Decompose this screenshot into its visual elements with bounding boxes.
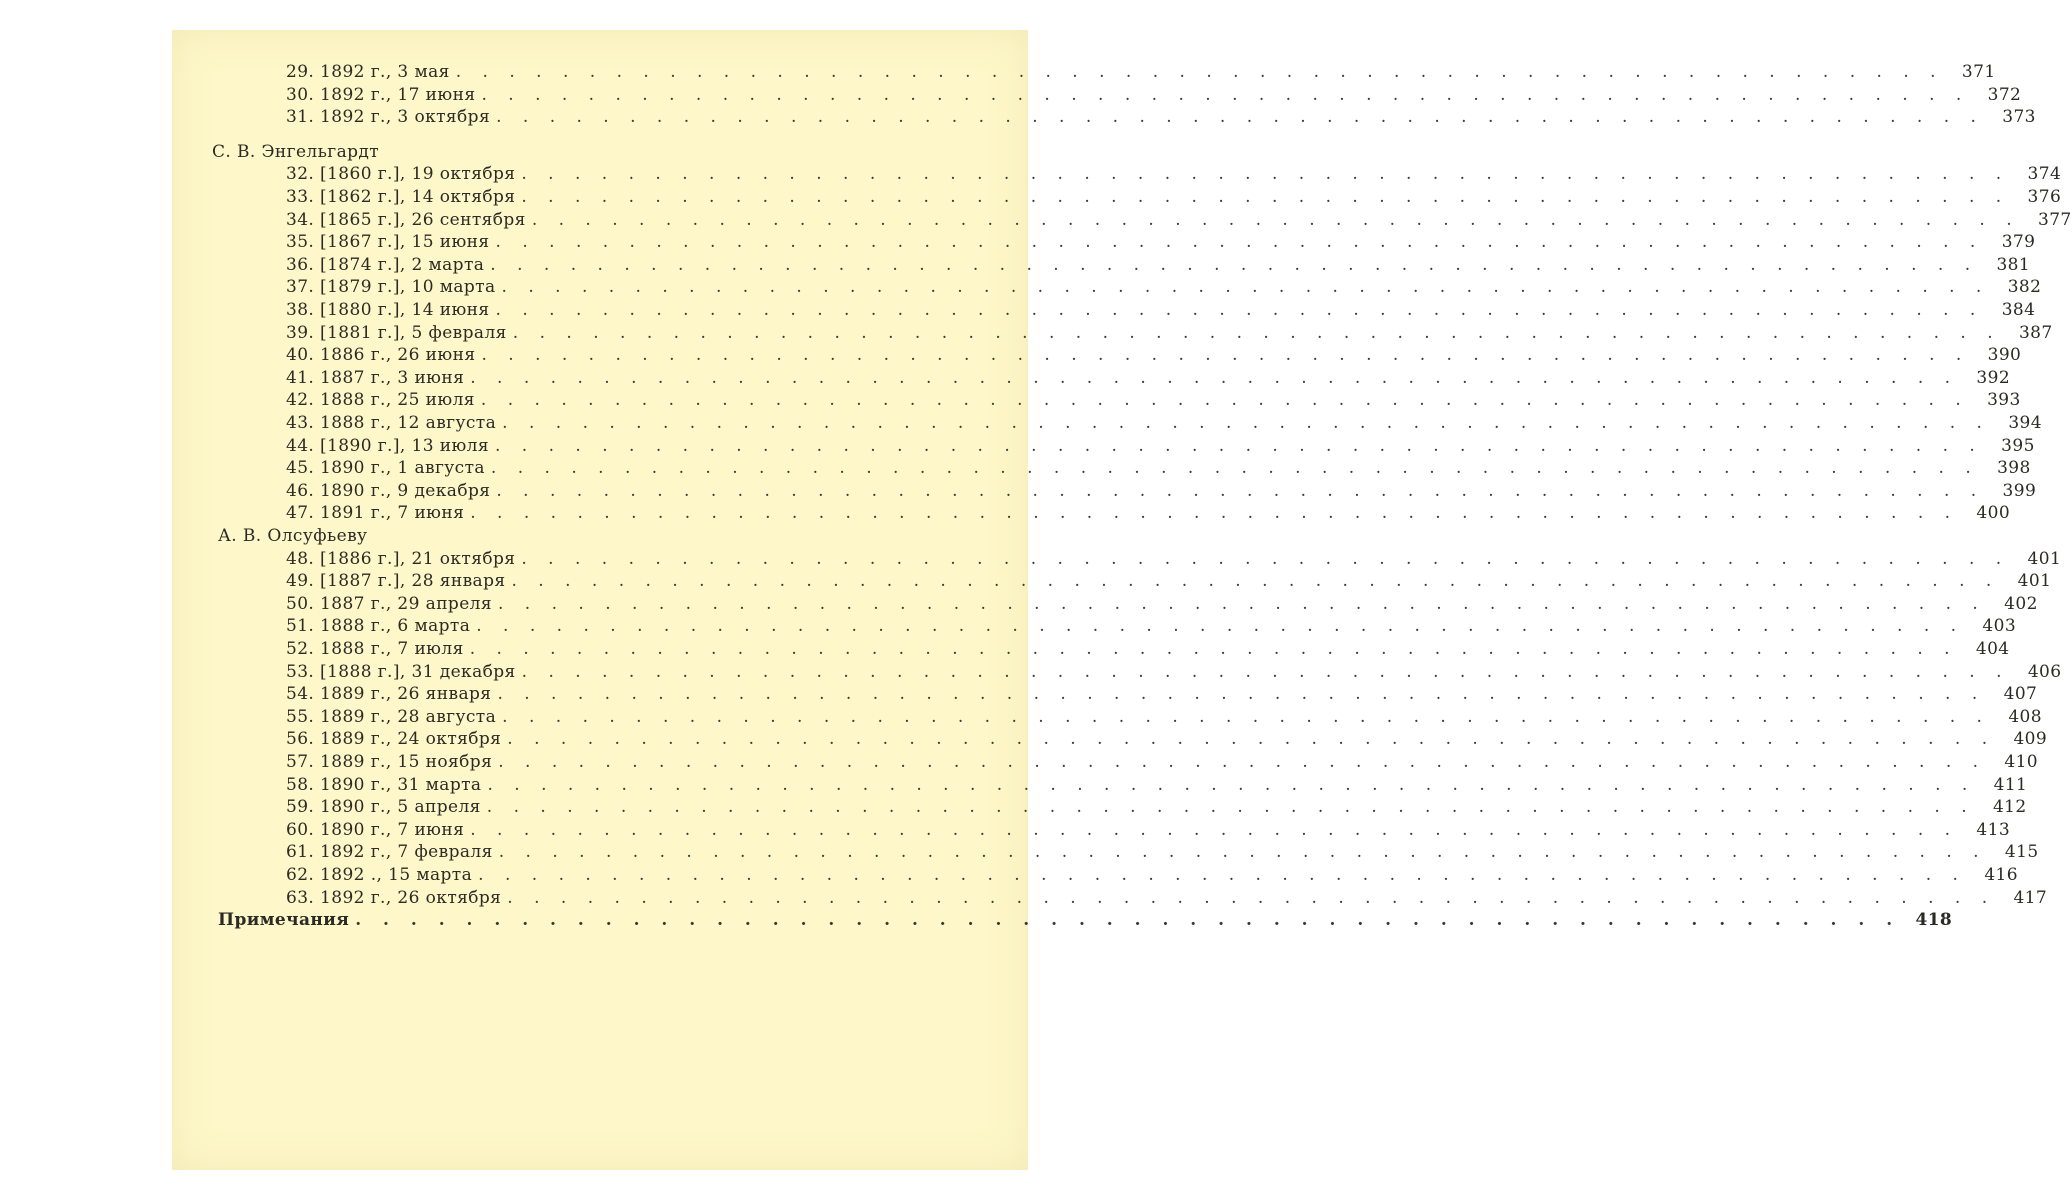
toc-entry-title: 63. 1892 г., 26 октября <box>286 887 502 908</box>
dot-leader: . . . . . . . . . . . . . . . . . . . . . . . . . . . . . . . . . . . . . . . . . . . . . . . . . . . . . . . . <box>490 254 1979 275</box>
toc-entry-title: 50. 1887 г., 29 апреля <box>286 593 492 614</box>
toc-page-number: 402 <box>2004 593 2038 614</box>
toc-entry <box>286 638 2010 660</box>
toc-entry <box>286 254 2031 276</box>
dot-leader: . . . . . . . . . . . . . . . . . . . . . . . . . . . . . . . . . . . . . . . . . . . . . . . . . . . . . . . . <box>496 480 1985 501</box>
dot-leader: . . . . . . . . . . . . . . . . . . . . . . . . . . . . . . . . . . . . . . . . . . . . . . . . . . . . . . . . <box>478 865 1966 885</box>
dot-leader: . . . . . . . . . . . . . . . . . . . . . . . . . . . . . . . . . . . . . . . . . . . . . . . . . . . . . . . . <box>502 706 1990 727</box>
toc-entry-title: 60. 1890 г., 7 июня <box>286 819 465 840</box>
dot-leader: . . . . . . . . . . . . . . . . . . . . . . . . . . . . . . . . . . . . . . . . . . . . . . . . . . . . . . . . <box>481 84 1970 105</box>
toc-page-number: 415 <box>2004 842 2039 863</box>
dot-leader: . . . . . . . . . . . . . . . . . . . . . . . . . . . . . . . . . . . . . . . . . . . . . . . . . . . . . . . . <box>470 819 1959 840</box>
toc-entry <box>286 751 2039 773</box>
toc-entry-title: 39. [1881 г.], 5 февраля <box>286 322 507 343</box>
dot-leader: . . . . . . . . . . . . . . . . . . . . . . . . . . . . . . . . . . . . . . . . . . . . . . . . . . . . . . . . <box>498 752 1987 772</box>
toc-entry <box>286 796 2027 818</box>
toc-entry <box>286 106 2036 128</box>
toc-entry <box>286 819 2011 841</box>
dot-leader: . . . . . . . . . . . . . . . . . . . . . . . . . . . . . . . . . . . . . . . . . . . . . . . . . . . . . . . . <box>490 458 1979 479</box>
toc-entry-title: 55. 1889 г., 28 августа <box>286 706 497 727</box>
dot-leader: . . . . . . . . . . . . . . . . . . . . . . . . . . . . . . . . . . . . . . . . . . . . . . . . . . . . . . . . <box>502 413 1990 433</box>
book-page <box>172 30 2072 1170</box>
toc-entry <box>286 231 2036 253</box>
toc-section-heading: С. В. Энгельгардт <box>212 141 380 162</box>
toc-entry <box>286 163 2062 185</box>
toc-entry-title: 29. 1892 г., 3 мая <box>286 62 450 82</box>
dot-leader: . . . . . . . . . . . . . . . . . . . . . . . . . . . . . . . . . . . . . . . . . . . . . . . . . . . . . . . . <box>487 774 1976 795</box>
dot-leader: . . . . . . . . . . . . . . . . . . . . . . . . . . . . . . . . . . . . . . . . . . . . . . . . . . . . . . . . <box>501 277 1990 298</box>
toc-entry-title: 48. [1886 г.], 21 октября <box>286 548 516 569</box>
toc-entry <box>286 412 2042 434</box>
dot-leader: . . . . . . . . . . . . . . . . . . . . . . . . . . . . . . . . . . . . . . . . . . . . . . . . . . . . . . . . <box>355 910 1901 931</box>
toc-entry <box>286 344 2022 366</box>
toc-entry-title: 58. 1890 г., 31 марта <box>286 774 482 795</box>
dot-leader: . . . . . . . . . . . . . . . . . . . . . . . . . . . . . . . . . . . . . . . . . . . . . . . . . . . . . . . . <box>498 842 1987 863</box>
toc-entry-title: 42. 1888 г., 25 июля <box>286 390 475 411</box>
dot-leader: . . . . . . . . . . . . . . . . . . . . . . . . . . . . . . . . . . . . . . . . . . . . . . . . . . . . . . . . <box>481 345 1970 366</box>
toc-entry <box>286 276 2042 298</box>
toc-entry <box>286 322 2053 344</box>
dot-leader: . . . . . . . . . . . . . . . . . . . . . . . . . . . . . . . . . . . . . . . . . . . . . . . . . . . . . . . . <box>470 367 1959 388</box>
dot-leader: . . . . . . . . . . . . . . . . . . . . . . . . . . . . . . . . . . . . . . . . . . . . . . . . . . . . . . . . <box>486 797 1975 818</box>
toc-entry-title: 38. [1880 г.], 14 июня <box>286 300 490 320</box>
dot-leader: . . . . . . . . . . . . . . . . . . . . . . . . . . . . . . . . . . . . . . . . . . . . . . . . . . . . . . . . <box>497 684 1986 705</box>
toc-entry-title: 56. 1889 г., 24 октября <box>286 729 502 750</box>
dot-leader: . . . . . . . . . . . . . . . . . . . . . . . . . . . . . . . . . . . . . . . . . . . . . . . . . . . . . . . . <box>511 571 2000 592</box>
toc-entry-title: 51. 1888 г., 6 марта <box>286 616 471 637</box>
toc-entry-title: Примечания <box>218 910 350 931</box>
dot-leader: . . . . . . . . . . . . . . . . . . . . . . . . . . . . . . . . . . . . . . . . . . . . . . . . . . . . . . . . <box>469 639 1958 659</box>
dot-leader: . . . . . . . . . . . . . . . . . . . . . . . . . . . . . . . . . . . . . . . . . . . . . . . . . . . . . . . . <box>521 187 2010 207</box>
toc-page-number: 382 <box>2007 277 2042 298</box>
toc-page-number: 404 <box>1975 639 2010 659</box>
toc-entry-title: 40. 1886 г., 26 июня <box>286 345 476 366</box>
toc-page-number: 399 <box>2002 480 2037 501</box>
toc-entry-title: 36. [1874 г.], 2 марта <box>286 254 485 275</box>
toc-entry <box>286 841 2039 863</box>
toc-entry-title: 47. 1891 г., 7 июня <box>286 503 465 524</box>
toc-page-number: 401 <box>2017 571 2052 592</box>
dot-leader: . . . . . . . . . . . . . . . . . . . . . . . . . . . . . . . . . . . . . . . . . . . . . . . . . . . . . . . . <box>521 548 2010 569</box>
toc-entry <box>286 61 1996 83</box>
toc-entry-title: 61. 1892 г., 7 февраля <box>286 842 493 863</box>
toc-page-number: 384 <box>2001 300 2036 320</box>
toc-entry-title: 49. [1887 г.], 28 января <box>286 571 506 592</box>
toc-entry <box>286 661 2062 683</box>
toc-page-number: 410 <box>2004 752 2039 772</box>
toc-page-number: 416 <box>1984 865 2018 885</box>
toc-entry <box>286 728 2048 750</box>
toc-entry <box>286 502 2011 524</box>
toc-page-number: 395 <box>2001 435 2035 456</box>
toc-entry <box>286 457 2031 479</box>
toc-page-number: 392 <box>1976 367 2011 388</box>
toc-page-number: 377 <box>2037 209 2072 230</box>
toc-entry <box>286 570 2052 592</box>
toc-section-heading: А. В. Олсуфьеву <box>218 526 368 546</box>
toc-entry-title: 37. [1879 г.], 10 марта <box>286 277 496 298</box>
toc-entry <box>286 615 2017 637</box>
toc-entry <box>286 864 2018 886</box>
dot-leader: . . . . . . . . . . . . . . . . . . . . . . . . . . . . . . . . . . . . . . . . . . . . . . . . . . . . . . . . <box>498 593 1986 614</box>
toc-entry <box>286 683 2038 705</box>
toc-page-number: 374 <box>2027 164 2062 185</box>
toc-entry-title: 32. [1860 г.], 19 октября <box>286 164 516 185</box>
toc-entry <box>286 209 2072 231</box>
dot-leader: . . . . . . . . . . . . . . . . . . . . . . . . . . . . . . . . . . . . . . . . . . . . . . . . . . . . . . . . <box>521 164 2010 185</box>
dot-leader: . . . . . . . . . . . . . . . . . . . . . . . . . . . . . . . . . . . . . . . . . . . . . . . . . . . . . . . . <box>495 300 1984 320</box>
toc-entry-title: 57. 1889 г., 15 ноября <box>286 752 493 772</box>
toc-entry <box>286 706 2042 728</box>
toc-page-number: 379 <box>2001 232 2036 253</box>
dot-leader: . . . . . . . . . . . . . . . . . . . . . . . . . . . . . . . . . . . . . . . . . . . . . . . . . . . . . . . . <box>476 616 1965 637</box>
toc-entry-title: 30. 1892 г., 17 июня <box>286 84 476 105</box>
toc-entry-title: 43. 1888 г., 12 августа <box>286 413 497 433</box>
toc-page-number: 409 <box>2013 729 2048 750</box>
dot-leader: . . . . . . . . . . . . . . . . . . . . . . . . . . . . . . . . . . . . . . . . . . . . . . . . . . . . . . . . <box>480 390 1969 411</box>
dot-leader: . . . . . . . . . . . . . . . . . . . . . . . . . . . . . . . . . . . . . . . . . . . . . . . . . . . . . . . . <box>507 729 1996 750</box>
toc-page-number: 408 <box>2008 706 2042 727</box>
toc-entry-title: 59. 1890 г., 5 апреля <box>286 797 481 818</box>
toc-entry-title: 52. 1888 г., 7 июля <box>286 639 464 659</box>
toc-entry <box>286 389 2021 411</box>
toc-entry-title: 46. 1890 г., 9 декабря <box>286 480 491 501</box>
toc-page-number: 394 <box>2008 413 2042 433</box>
dot-leader: . . . . . . . . . . . . . . . . . . . . . . . . . . . . . . . . . . . . . . . . . . . . . . . . . . . . . . . . <box>512 322 2001 343</box>
toc-page-number: 373 <box>2002 107 2036 128</box>
toc-page-number: 411 <box>1993 774 2028 795</box>
dot-leader: . . . . . . . . . . . . . . . . . . . . . . . . . . . . . . . . . . . . . . . . . . . . . . . . . . . . . . . . <box>455 62 1944 82</box>
dot-leader: . . . . . . . . . . . . . . . . . . . . . . . . . . . . . . . . . . . . . . . . . . . . . . . . . . . . . . . . <box>531 209 2020 230</box>
toc-page-number: 376 <box>2027 187 2062 207</box>
toc-entry-title: 53. [1888 г.], 31 декабря <box>286 661 516 682</box>
dot-leader: . . . . . . . . . . . . . . . . . . . . . . . . . . . . . . . . . . . . . . . . . . . . . . . . . . . . . . . . <box>507 887 1996 908</box>
toc-entry <box>286 299 2036 321</box>
toc-page-number: 400 <box>1976 503 2011 524</box>
toc-page-number: 371 <box>1961 62 1996 82</box>
toc-entry <box>286 480 2037 502</box>
toc-entry-title: 54. 1889 г., 26 января <box>286 684 492 705</box>
dot-leader: . . . . . . . . . . . . . . . . . . . . . . . . . . . . . . . . . . . . . . . . . . . . . . . . . . . . . . . . <box>521 661 2010 682</box>
toc-entry <box>286 548 2062 570</box>
toc-page-number: 393 <box>1987 390 2021 411</box>
toc-page-number: 401 <box>2027 548 2062 569</box>
toc-entry <box>286 435 2035 457</box>
toc-page-number: 418 <box>1915 910 1953 931</box>
toc-page-number: 417 <box>2013 887 2048 908</box>
toc-entry <box>286 593 2038 615</box>
toc-entry-title: 35. [1867 г.], 15 июня <box>286 232 490 253</box>
toc-entry-title: 45. 1890 г., 1 августа <box>286 458 485 479</box>
toc-entry <box>286 887 2048 909</box>
toc-entry-title: 34. [1865 г.], 26 сентября <box>286 209 526 230</box>
toc-entry <box>286 774 2028 796</box>
toc-entry <box>286 186 2062 208</box>
toc-page-number: 390 <box>1987 345 2022 366</box>
toc-entry-title: 62. 1892 ., 15 марта <box>286 865 473 885</box>
toc-entry-title: 33. [1862 г.], 14 октября <box>286 187 516 207</box>
toc-entry <box>286 84 2022 106</box>
toc-page-number: 413 <box>1976 819 2011 840</box>
toc-page-number: 387 <box>2018 322 2053 343</box>
toc-page-number: 412 <box>1992 797 2027 818</box>
toc-page-number: 403 <box>1982 616 2017 637</box>
toc-entry-title: 41. 1887 г., 3 июня <box>286 367 465 388</box>
toc-page-number: 372 <box>1987 84 2022 105</box>
toc-entry-title: 44. [1890 г.], 13 июля <box>286 435 489 456</box>
toc-entry-title: 31. 1892 г., 3 октября <box>286 107 491 128</box>
toc-page-number: 398 <box>1997 458 2031 479</box>
dot-leader: . . . . . . . . . . . . . . . . . . . . . . . . . . . . . . . . . . . . . . . . . . . . . . . . . . . . . . . . <box>496 107 1984 128</box>
toc-page-number: 406 <box>2027 661 2062 682</box>
toc-final-entry <box>218 909 1953 931</box>
dot-leader: . . . . . . . . . . . . . . . . . . . . . . . . . . . . . . . . . . . . . . . . . . . . . . . . . . . . . . . . <box>470 503 1959 524</box>
dot-leader: . . . . . . . . . . . . . . . . . . . . . . . . . . . . . . . . . . . . . . . . . . . . . . . . . . . . . . . . <box>495 232 1984 253</box>
toc-page-number: 381 <box>1996 254 2031 275</box>
dot-leader: . . . . . . . . . . . . . . . . . . . . . . . . . . . . . . . . . . . . . . . . . . . . . . . . . . . . . . . . <box>494 435 1983 456</box>
toc-entry <box>286 367 2011 389</box>
toc-page-number: 407 <box>2003 684 2038 705</box>
